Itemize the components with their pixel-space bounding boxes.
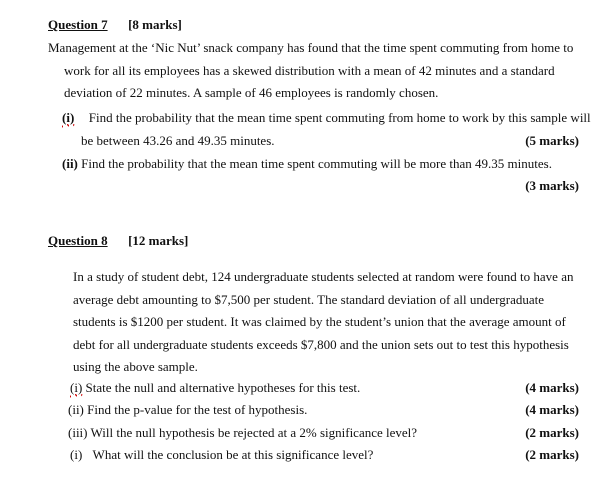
q7-intro-line-1: Management at the ‘Nic Nut’ snack company has found that the time spent commuting from home to bbox=[48, 40, 574, 55]
q8-item-3-text: Will the null hypothesis be rejected at a 2% significance level? bbox=[90, 425, 418, 440]
q7-heading: Question 7 bbox=[48, 17, 108, 32]
q7-part-ii-marks: (3 marks) bbox=[525, 178, 579, 193]
q8-item-4-text: What will the conclusion be at this significance level? bbox=[92, 447, 374, 462]
q8-item-2 bbox=[68, 402, 307, 418]
q8-item-3-label: (iii) bbox=[68, 425, 88, 440]
q8-para-line-3: students is $1200 per student. It was claimed by the student’s union that the average amount of bbox=[73, 314, 566, 329]
q8-item-2-text: Find the p-value for the test of hypothesis. bbox=[87, 402, 308, 417]
q7-part-i-line-1 bbox=[62, 110, 591, 126]
q7-part-ii-text: Find the probability that the mean time spent commuting will be more than 49.35 minutes. bbox=[81, 156, 552, 171]
q8-para-line-5: using the above sample. bbox=[73, 359, 198, 374]
q7-heading-row bbox=[48, 17, 182, 33]
q7-part-i-label: (i) bbox=[62, 110, 75, 125]
q8-para-line-2: average debt amounting to $7,500 per student. The standard deviation of all undergraduate bbox=[73, 292, 544, 307]
q7-part-i-text-1: Find the probability that the mean time spent commuting from home to work by this sample will bbox=[88, 110, 591, 125]
q8-item-4-marks: (2 marks) bbox=[525, 447, 579, 462]
q8-total-marks: [12 marks] bbox=[128, 233, 189, 248]
q8-item-4-label: (i) bbox=[70, 447, 83, 462]
q7-intro-line-2: work for all its employees has a skewed distribution with a mean of 42 minutes and a standard bbox=[64, 63, 555, 78]
q8-item-1 bbox=[70, 380, 360, 396]
q7-part-i-marks: (5 marks) bbox=[525, 133, 579, 148]
q7-total-marks: [8 marks] bbox=[128, 17, 182, 32]
q8-item-1-text: State the null and alternative hypotheses for this test. bbox=[85, 380, 361, 395]
q8-heading-row bbox=[48, 233, 188, 249]
q8-item-2-marks: (4 marks) bbox=[525, 402, 579, 417]
q8-item-3-marks: (2 marks) bbox=[525, 425, 579, 440]
q8-item-4 bbox=[70, 447, 373, 463]
q7-part-ii-label: (ii) bbox=[62, 156, 78, 171]
q8-item-3 bbox=[68, 425, 417, 441]
q7-intro-line-3: deviation of 22 minutes. A sample of 46 employees is randomly chosen. bbox=[64, 85, 439, 100]
q7-part-i-text-2: be between 43.26 and 49.35 minutes. bbox=[81, 133, 275, 148]
q8-para-line-1: In a study of student debt, 124 undergraduate students selected at random were found to have an bbox=[73, 269, 574, 284]
q7-part-ii-line bbox=[62, 156, 552, 172]
q8-item-1-label: (i) bbox=[70, 380, 83, 395]
q8-heading: Question 8 bbox=[48, 233, 108, 248]
q8-item-2-label: (ii) bbox=[68, 402, 84, 417]
q8-item-1-marks: (4 marks) bbox=[525, 380, 579, 395]
q8-para-line-4: debt for all undergraduate students exceeds $7,800 and the union sets out to test this hypothesis bbox=[73, 337, 569, 352]
